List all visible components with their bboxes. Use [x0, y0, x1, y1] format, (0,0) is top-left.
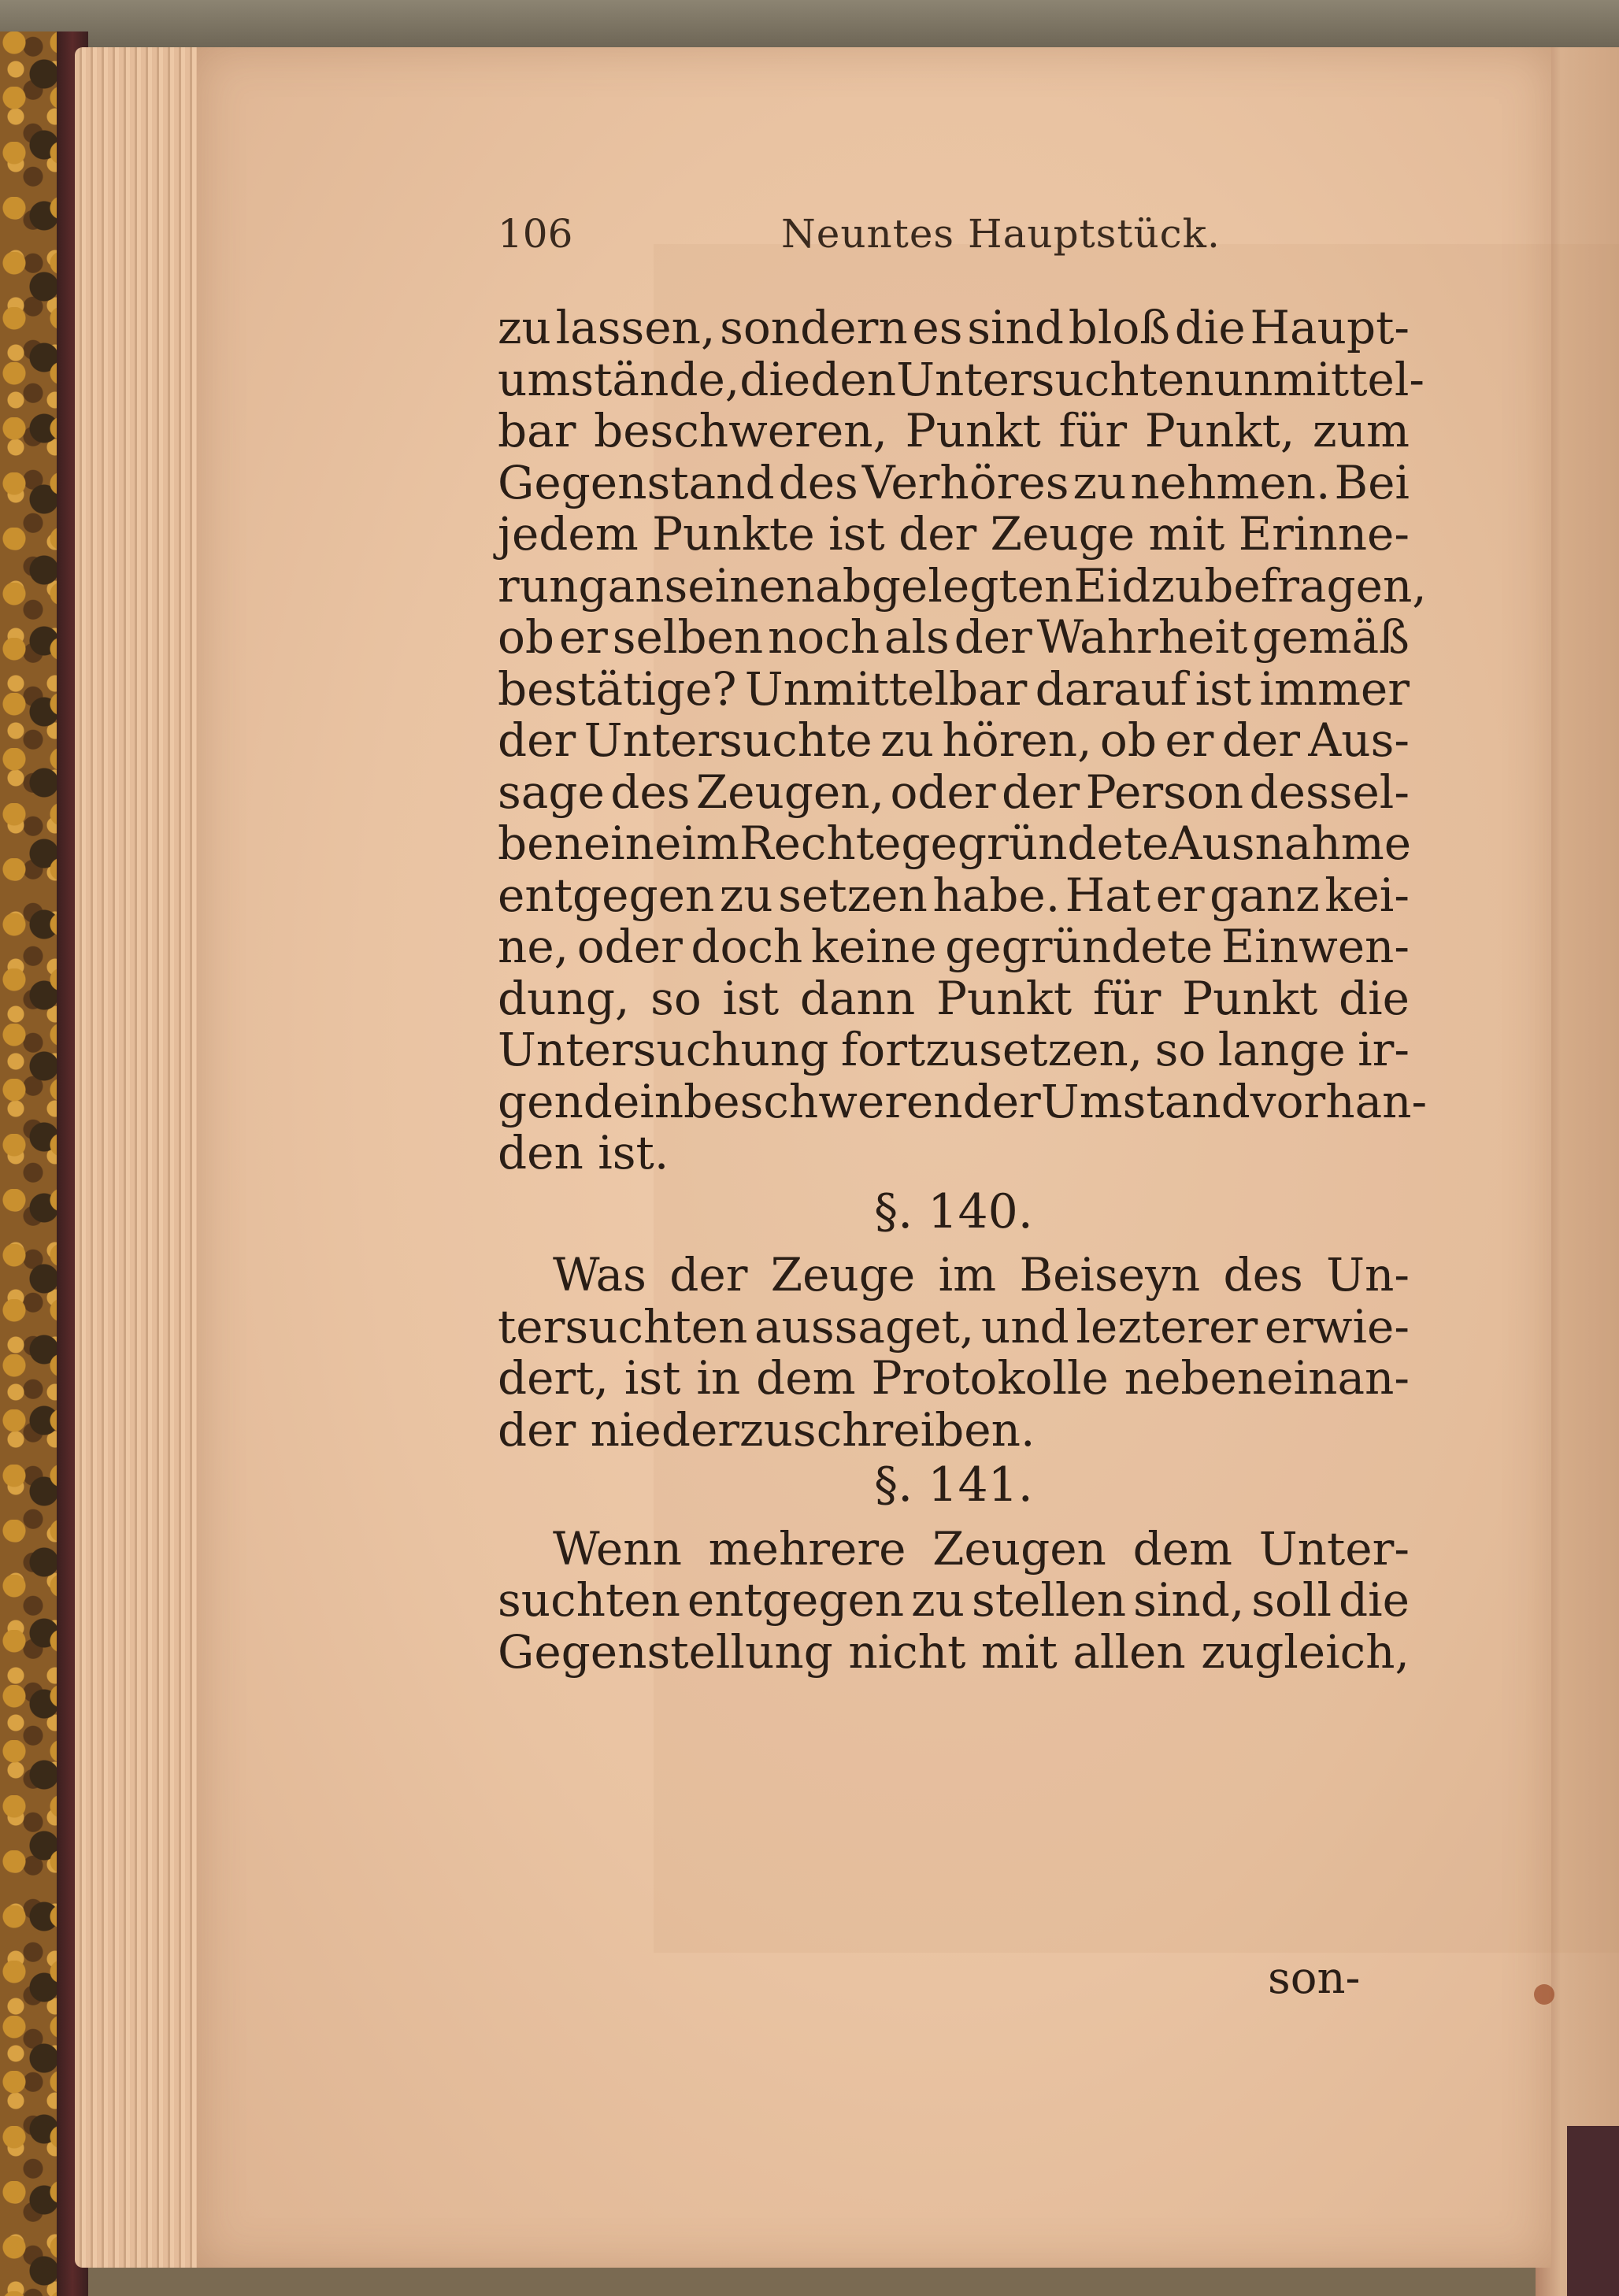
text-line: der niederzuschreiben.: [498, 1402, 1035, 1457]
text-line: bestätige? Unmittelbar darauf ist immer: [498, 661, 1410, 716]
text-line: Wenn mehrere Zeugen dem Unter-: [553, 1521, 1410, 1576]
text-line: ob er selben noch als der Wahrheit gemäß: [498, 610, 1410, 664]
right-cover-binding: [1567, 2126, 1619, 2296]
text-line: Untersuchung fortzusetzen, so lange ir-: [498, 1023, 1410, 1076]
text-line: rung an seinen abgelegten Eid zu befragen,: [498, 558, 1427, 613]
catchword: son-: [1268, 1953, 1361, 2004]
text-line: suchten entgegen zu stellen sind, soll die: [498, 1573, 1410, 1627]
text-line: Was der Zeuge im Beiseyn des Un-: [553, 1248, 1410, 1302]
text-line: umstände, die den Untersuchten unmittel-: [498, 352, 1424, 406]
section-heading: §. 141.: [874, 1457, 1033, 1513]
text-line: gend ein beschwerender Umstand vorhan-: [498, 1074, 1428, 1128]
text-line: dert, ist in dem Protokolle nebeneinan-: [498, 1351, 1410, 1405]
text-line: Gegenstand des Verhöres zu nehmen. Bei: [498, 455, 1410, 509]
text-line: jedem Punkte ist der Zeuge mit Erinne-: [498, 507, 1410, 561]
page-header: [498, 211, 1545, 274]
text-line: sage des Zeugen, oder der Person dessel-: [498, 765, 1410, 819]
background-top: [0, 0, 1619, 47]
running-head: Neuntes Hauptstück.: [781, 211, 1221, 257]
text-line: der Untersuchte zu hören, ob er der Aus-: [498, 713, 1410, 767]
text-line: Gegenstellung nicht mit allen zugleich,: [498, 1624, 1410, 1679]
text-line: tersuchten aussaget, und lezterer erwie-: [498, 1299, 1410, 1354]
text-line: entgegen zu setzen habe. Hat er ganz kei-: [498, 868, 1410, 922]
text-line: dung, so ist dann Punkt für Punkt die: [498, 971, 1410, 1025]
section-heading: §. 140.: [874, 1183, 1033, 1239]
text-line: bar beschweren, Punkt für Punkt, zum: [498, 404, 1410, 457]
text-line: den ist.: [498, 1126, 669, 1179]
page-number: 106: [498, 211, 573, 257]
text-line: zu lassen, sondern es sind bloß die Haupt-: [498, 301, 1410, 354]
text-line: ben eine im Rechte gegründete Ausnahme: [498, 817, 1412, 870]
page-stack-edge: [75, 47, 209, 2268]
text-line: ne, oder doch keine gegründete Einwen-: [498, 920, 1410, 973]
ink-stain: [1534, 1984, 1554, 2005]
